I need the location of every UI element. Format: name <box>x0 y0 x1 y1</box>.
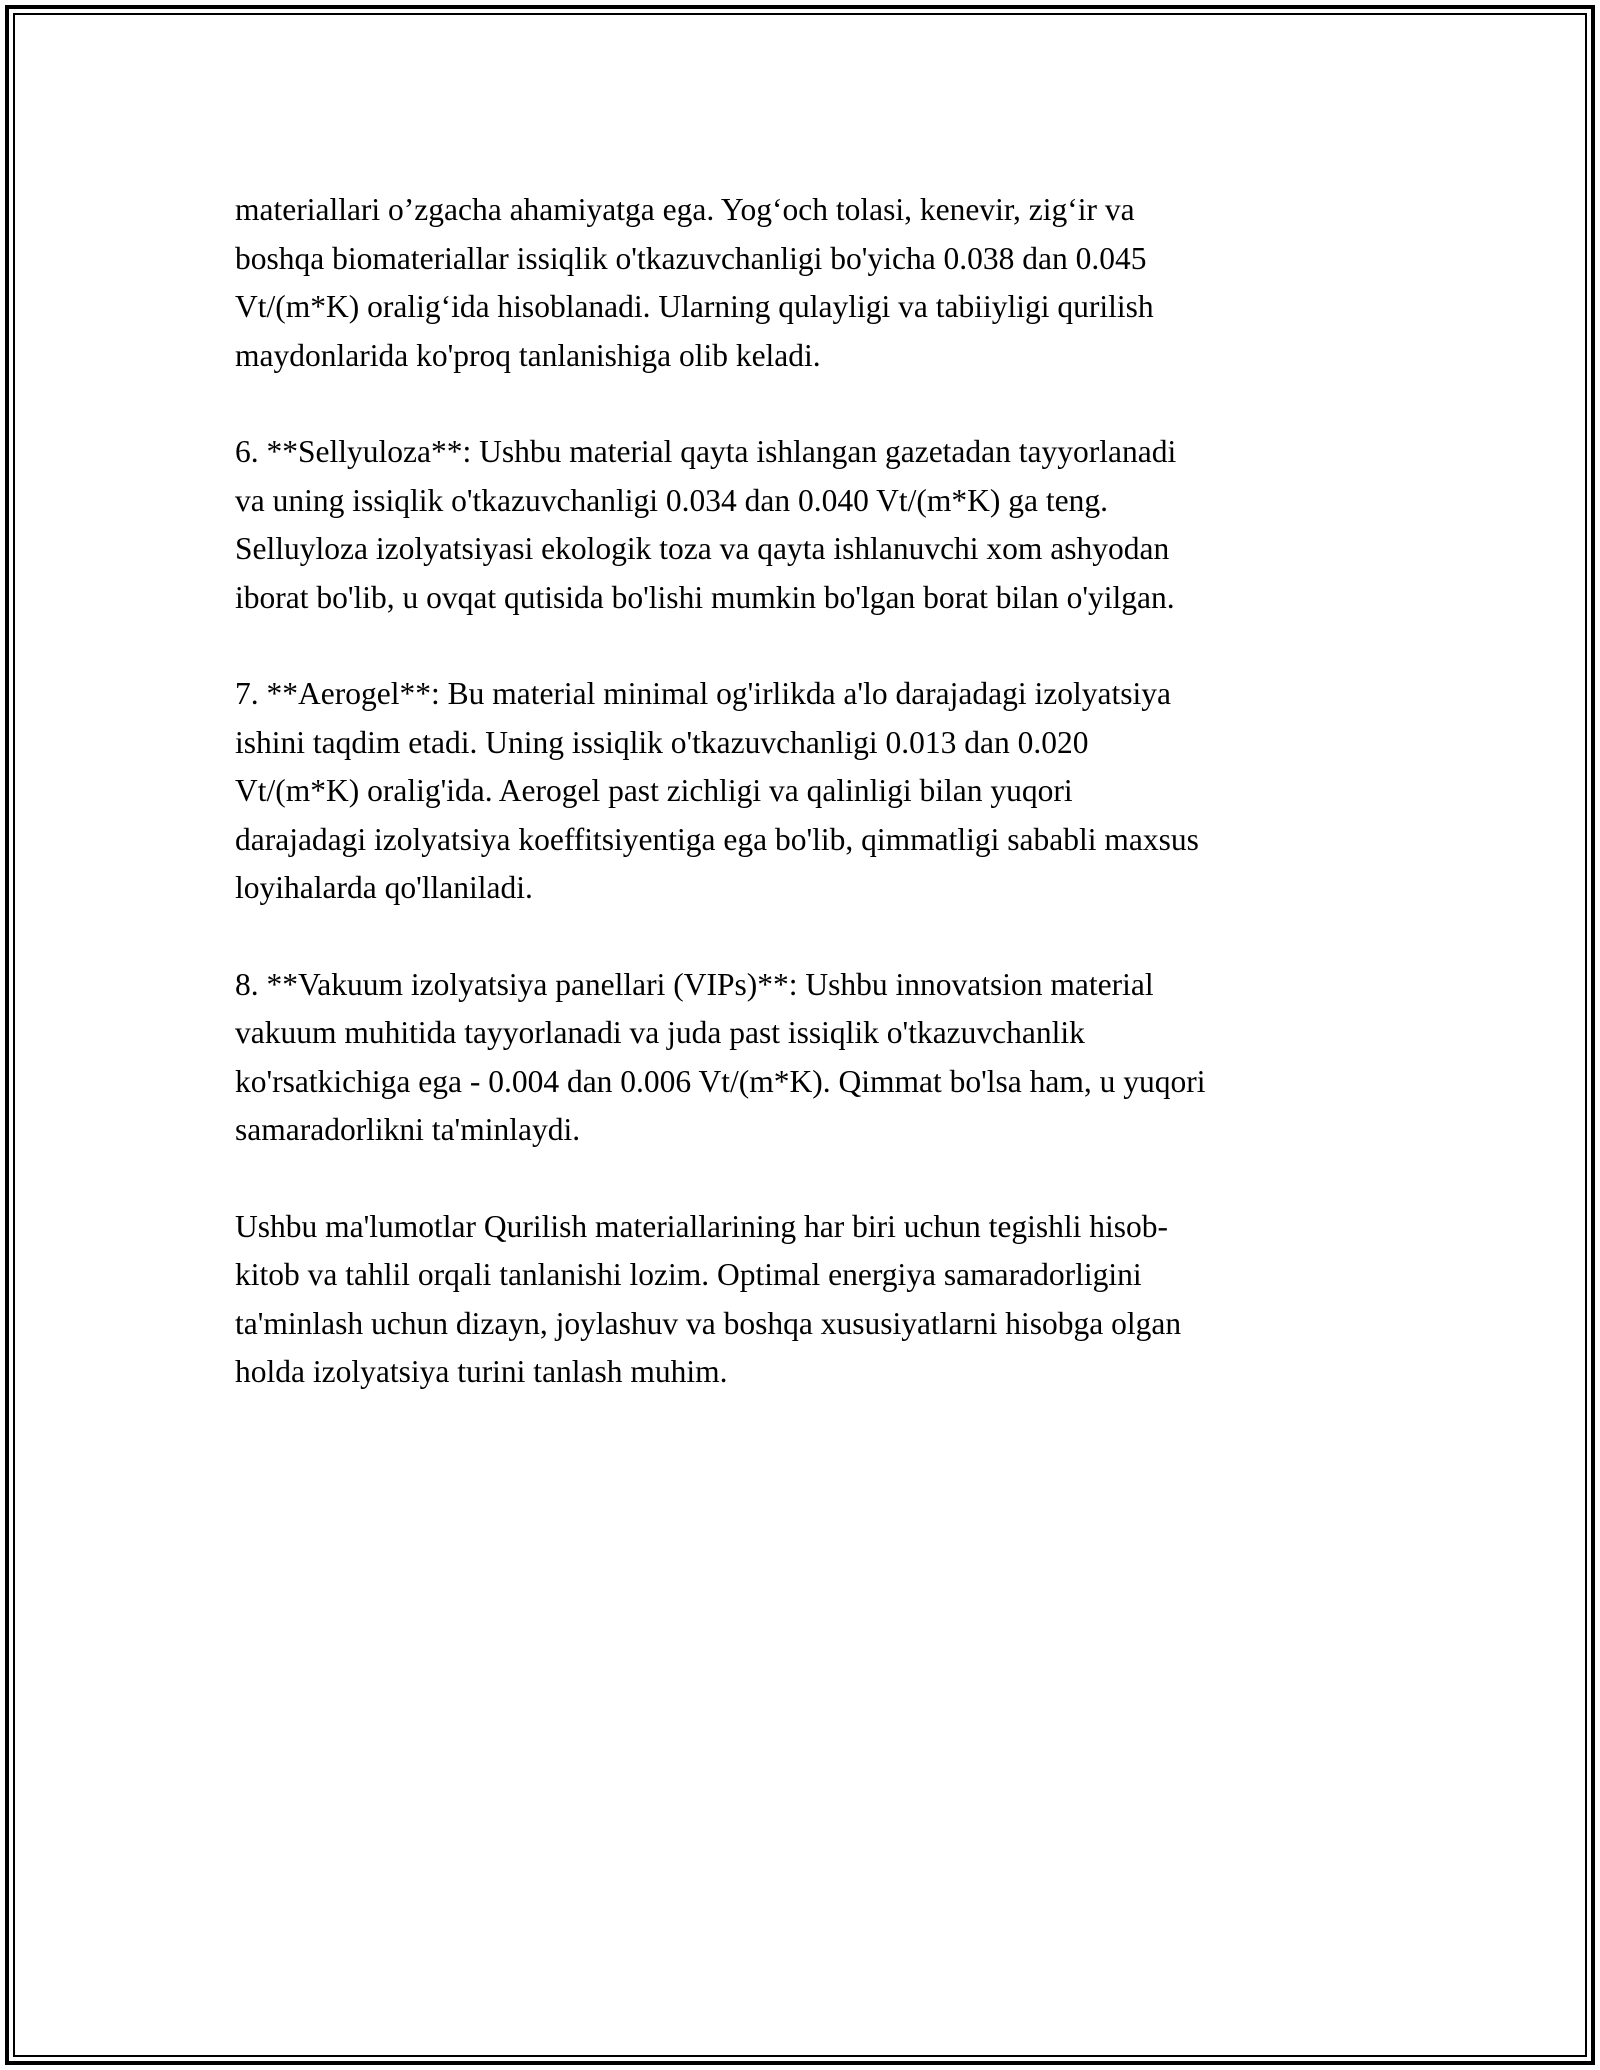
paragraph-sellyuloza: 6. **Sellyuloza**: Ushbu material qayta ishlangan gazetadan tayyorlanadi va uning issiqlik o'tkazuvchanligi 0.034 dan 0.040 Vt/(m*K) ga teng. Selluyloza izolyatsiyasi ekologik toza va qayta ishlanuvchi xom ashyodan iborat bo'lib, u ovqat qutisida bo'lishi mumkin bo'lgan borat bilan o'yilgan. <box>235 434 1177 615</box>
paragraph-vakuum-panellari: 8. **Vakuum izolyatsiya panellari (VIPs)**: Ushbu innovatsion material vakuum muhitida tayyorlanadi va juda past issiqlik o'tkazuvchanlik ko'rsatkichiga ega - 0.004 dan 0.006 Vt/(m*K). Qimmat bo'lsa ham, u yuqori samaradorlikni ta'minlaydi. <box>235 966 1206 1147</box>
paragraph-biomaterials: materiallari o’zgacha ahamiyatga ega. Yog‘och tolasi, kenevir, zig‘ir va boshqa biomateriallar issiqlik o'tkazuvchanligi bo'yicha 0.038 dan 0.045 Vt/(m*K) oralig‘ida hisoblanadi. Ularning qulayligi va tabiiyligi qurilish maydonlarida ko'proq tanlanishiga olib keladi. <box>235 192 1154 373</box>
document-body <box>235 186 1375 1445</box>
paragraph-aerogel: 7. **Aerogel**: Bu material minimal og'irlikda a'lo darajadagi izolyatsiya ishini taqdim etadi. Uning issiqlik o'tkazuvchanligi 0.013 dan 0.020 Vt/(m*K) oralig'ida. Aerogel past zichligi va qalinligi bilan yuqori darajadagi izolyatsiya koeffitsiyentiga ega bo'lib, qimmatligi sababli maxsus loyihalarda qo'llaniladi. <box>235 676 1199 905</box>
paragraph-conclusion: Ushbu ma'lumotlar Qurilish materiallarining har biri uchun tegishli hisob- kitob va tahlil orqali tanlanishi lozim. Optimal energiya samaradorligini ta'minlash uchun dizayn, joylashuv va boshqa xususiyatlarni hisobga olgan holda izolyatsiya turini tanlash muhim. <box>235 1208 1182 1389</box>
